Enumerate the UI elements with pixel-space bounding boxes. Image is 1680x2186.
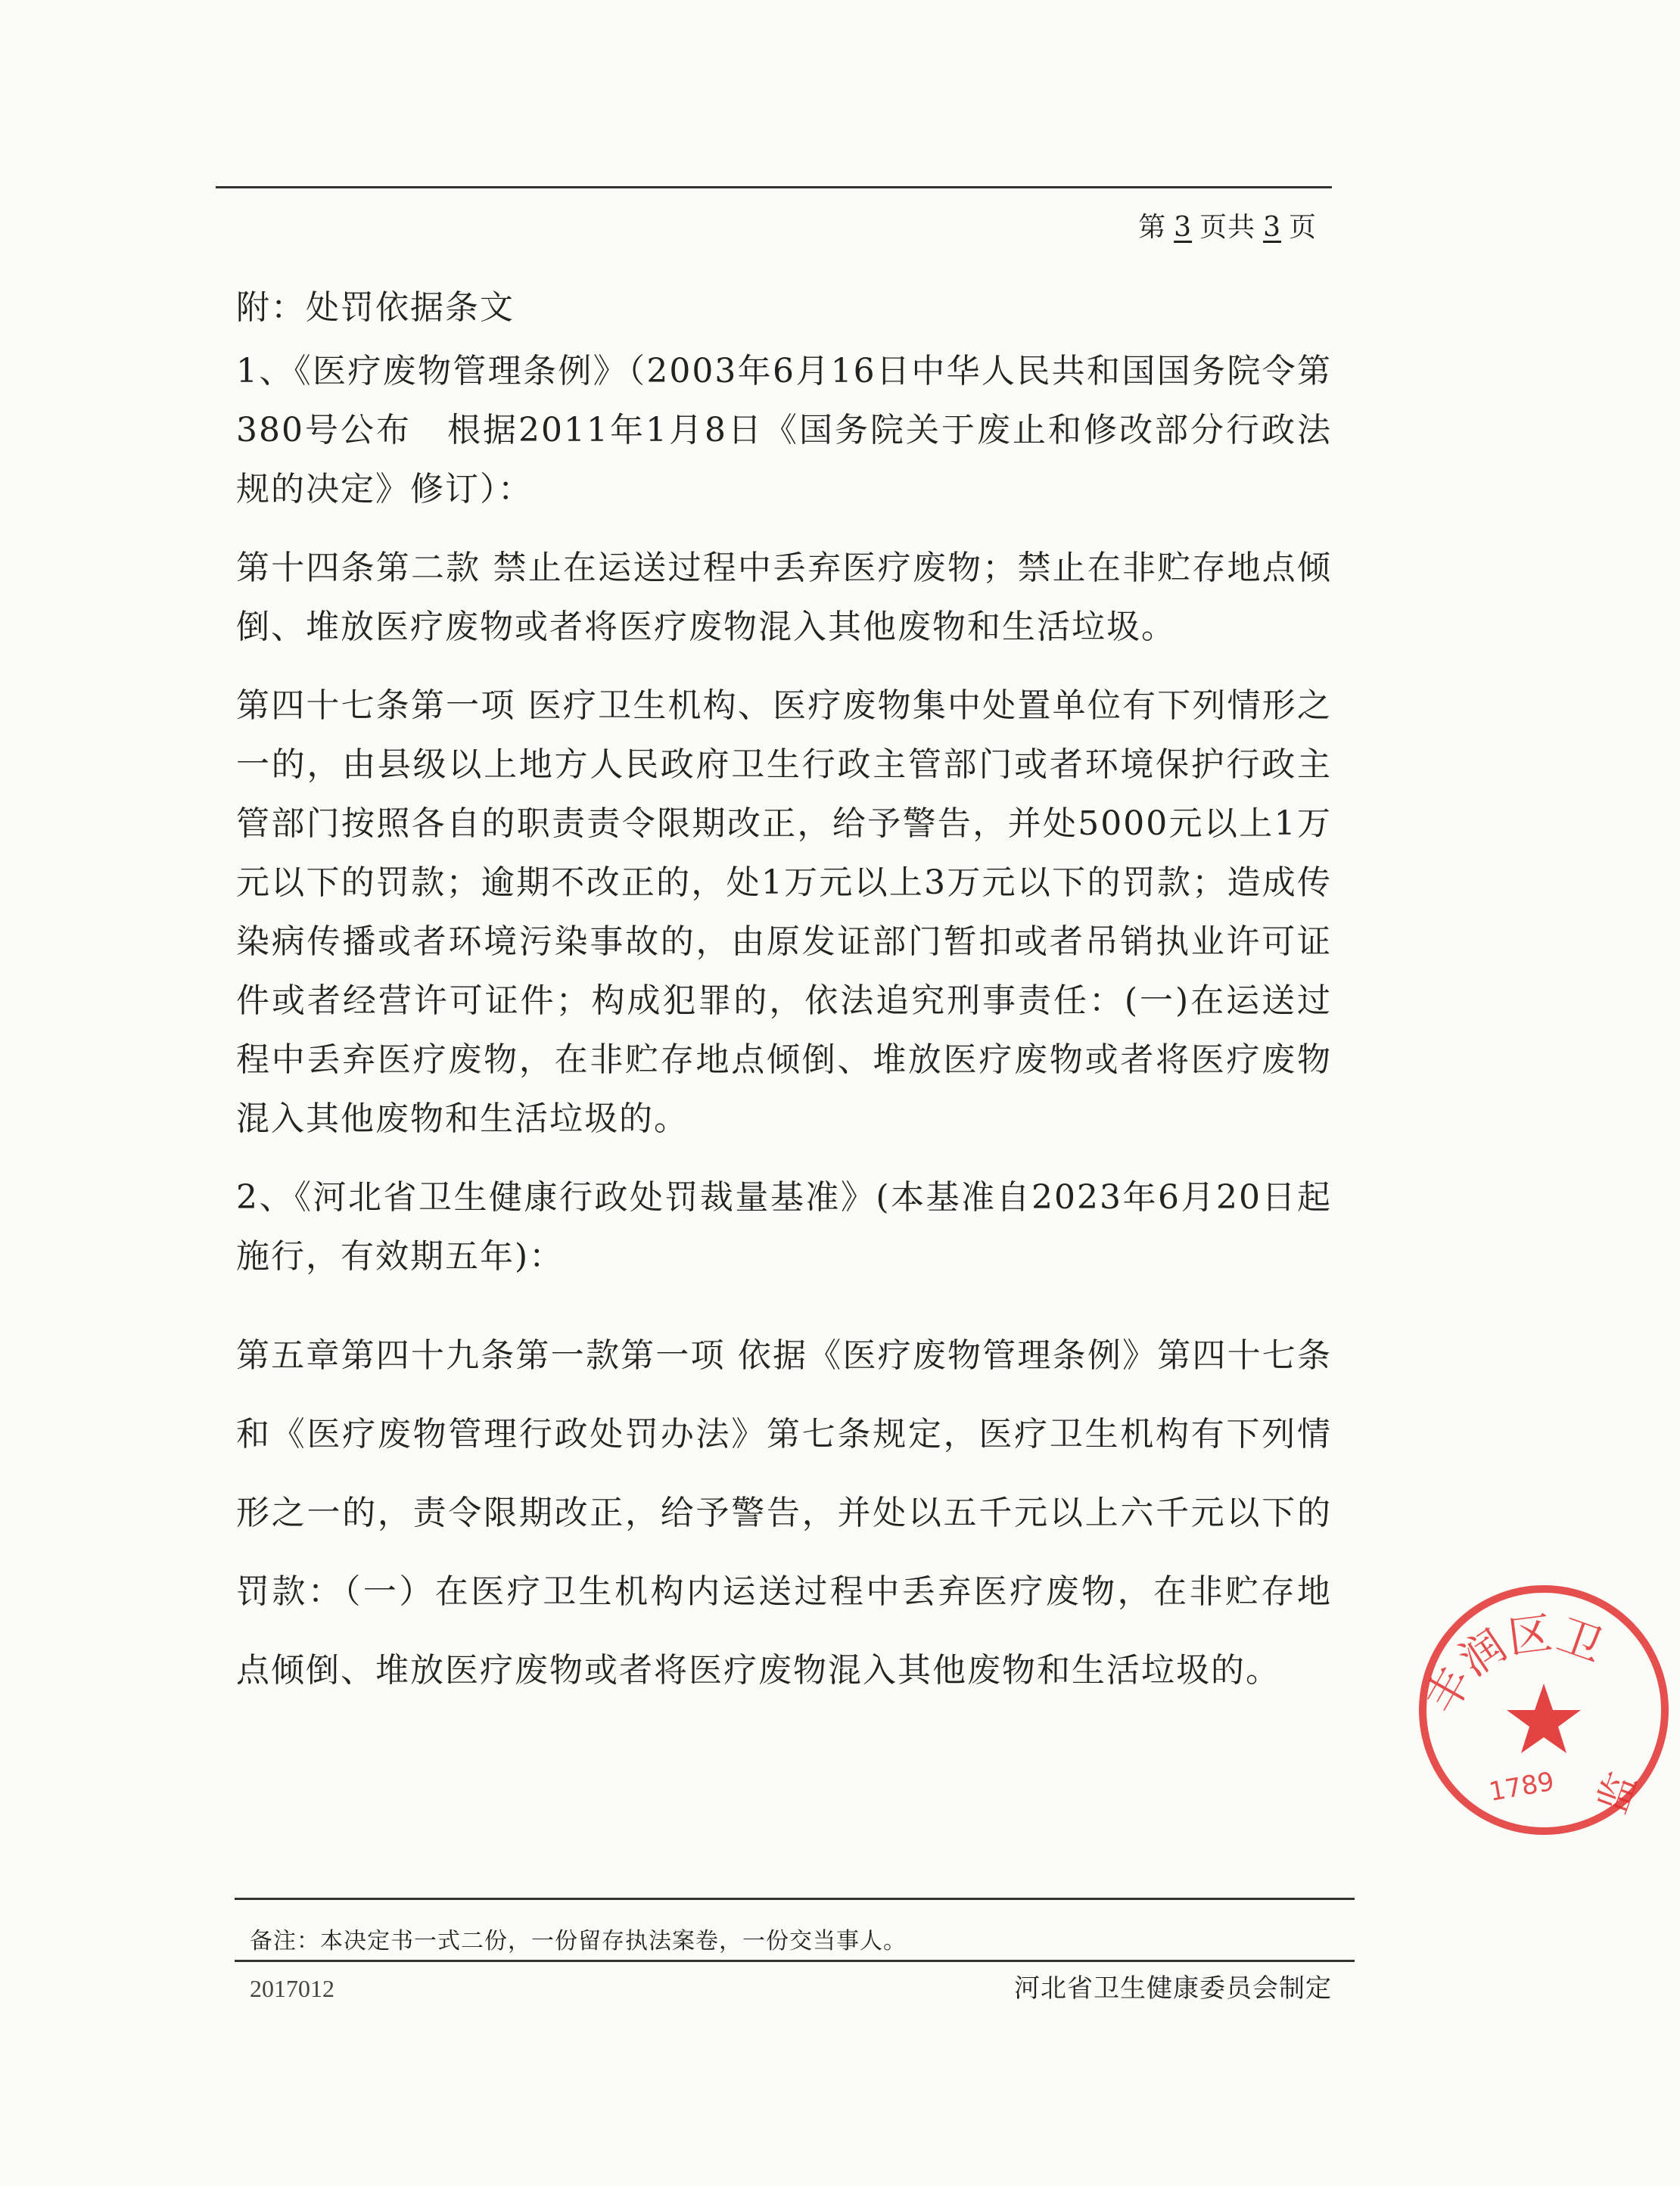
page-number: 第 3 页共 3 页 [1138,212,1317,243]
form-code: 2017012 [250,1975,334,2002]
official-seal [1408,1574,1680,1846]
footer-rule-top [235,1898,1355,1900]
form-maker: 河北省卫生健康委员会制定 [1014,1973,1332,2004]
paragraph-article-47: 第四十七条第一项 医疗卫生机构、医疗废物集中处置单位有下列情形之一的，由县级以上地方人民政府卫生行政主管部门或者环境保护行政主管部门按照各自的职责责令限期改正，给予警告，并处5000元以上1万元以下的罚款；逾期不改正的，处1万元以上3万元以下的罚款；造成传染病传播或者环境污染事故的，由原发证部门暂扣或者吊销执业许可证件或者经营许可证件；构成犯罪的，依法追究刑事责任：(一)在运送过程中丢弃医疗废物，在非贮存地点倾倒、堆放医疗废物或者将医疗废物混入其他废物和生活垃圾的。 [236,686,1332,1138]
paragraph-regulation-2: 2、《河北省卫生健康行政处罚裁量基准》(本基准自2023年6月20日起施行，有效期五年)： [236,1178,1332,1276]
header-rule [216,186,1332,188]
paragraph-chapter-5: 第五章第四十九条第一款第一项 依据《医疗废物管理条例》第四十七条和《医疗废物管理行政处罚办法》第七条规定，医疗卫生机构有下列情形之一的，责令限期改正，给予警告，并处以五千元以上六千元以下的罚款：（一）在医疗卫生机构内运送过程中丢弃医疗废物，在非贮存地点倾倒、堆放医疗废物或者将医疗废物混入其他废物和生活垃圾的。 [236,1336,1332,1690]
footer-rule-bottom [235,1960,1355,1962]
seal-text: 丰润区卫 [1414,1606,1610,1722]
svg-text:丰润区卫 [1415,1607,1610,1722]
seal-number: 1789 [1486,1766,1557,1808]
current-page: 3 [1174,212,1193,243]
footer-note: 备注：本决定书一式二份，一份留存执法案卷，一份交当事人。 [250,1928,907,1954]
paragraph-regulation-1: 1、《医疗废物管理条例》（2003年6月16日中华人民共和国国务院令第380号公布 根据2011年1月8日《国务院关于废止和修改部分行政法规的决定》修订）： [236,352,1332,508]
appendix-heading: 附：处罚依据条文 [236,288,515,327]
seal-star-icon [1507,1684,1581,1753]
total-pages: 3 [1263,212,1281,243]
paragraph-article-14: 第十四条第二款 禁止在运送过程中丢弃医疗废物；禁止在非贮存地点倾倒、堆放医疗废物或者将医疗废物混入其他废物和生活垃圾。 [236,549,1332,646]
document-body [227,280,1332,1730]
seal-side-text: 监 [1589,1767,1647,1820]
